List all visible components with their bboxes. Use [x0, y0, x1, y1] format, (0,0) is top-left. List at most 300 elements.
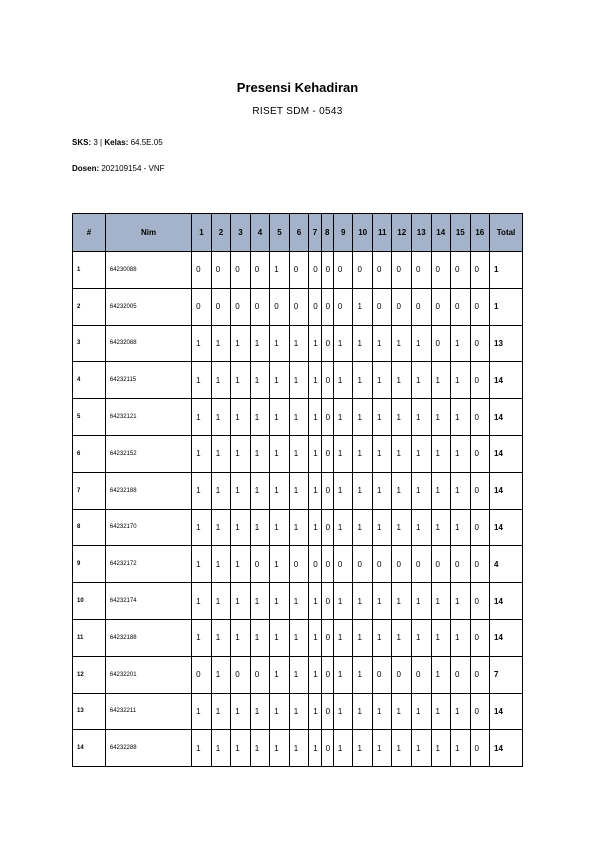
attendance-cell: 0	[431, 252, 451, 289]
row-number: 7	[73, 472, 106, 509]
attendance-cell: 0	[470, 435, 490, 472]
attendance-cell: 1	[309, 583, 321, 620]
attendance-cell: 0	[372, 252, 392, 289]
attendance-cell: 1	[211, 730, 231, 767]
attendance-cell: 1	[192, 399, 212, 436]
attendance-cell: 1	[431, 509, 451, 546]
table-row	[73, 435, 523, 472]
attendance-cell: 0	[451, 656, 471, 693]
attendance-cell: 1	[372, 619, 392, 656]
attendance-cell: 1	[211, 583, 231, 620]
attendance-cell: 1	[353, 288, 373, 325]
row-number: 11	[73, 619, 106, 656]
attendance-total: 13	[490, 325, 523, 362]
row-number: 2	[73, 288, 106, 325]
row-number: 6	[73, 435, 106, 472]
student-nim: 64232188	[105, 472, 191, 509]
attendance-cell: 1	[270, 619, 290, 656]
attendance-cell: 0	[321, 546, 333, 583]
header-row	[73, 214, 523, 252]
attendance-cell: 1	[451, 509, 471, 546]
attendance-cell: 0	[431, 546, 451, 583]
row-number: 9	[73, 546, 106, 583]
attendance-cell: 0	[250, 546, 270, 583]
sks-value: 3	[93, 138, 98, 147]
attendance-cell: 1	[231, 693, 251, 730]
attendance-total: 14	[490, 435, 523, 472]
sks-label: SKS:	[72, 138, 92, 147]
attendance-cell: 1	[250, 583, 270, 620]
col-header-meeting: 9	[333, 214, 353, 252]
attendance-cell: 1	[392, 362, 412, 399]
attendance-cell: 0	[321, 509, 333, 546]
table-row	[73, 399, 523, 436]
attendance-table-body	[73, 252, 523, 767]
attendance-cell: 0	[451, 546, 471, 583]
col-header-meeting: 3	[231, 214, 251, 252]
attendance-cell: 0	[411, 288, 431, 325]
attendance-cell: 0	[333, 546, 353, 583]
attendance-cell: 0	[470, 693, 490, 730]
row-number: 4	[73, 362, 106, 399]
attendance-cell: 1	[211, 656, 231, 693]
attendance-cell: 1	[289, 656, 309, 693]
attendance-cell: 0	[321, 252, 333, 289]
attendance-cell: 1	[451, 619, 471, 656]
student-nim: 64232088	[105, 325, 191, 362]
attendance-cell: 1	[289, 619, 309, 656]
attendance-cell: 0	[192, 656, 212, 693]
kelas-label: Kelas:	[104, 138, 129, 147]
attendance-cell: 1	[333, 399, 353, 436]
attendance-cell: 1	[211, 509, 231, 546]
attendance-cell: 1	[250, 730, 270, 767]
attendance-cell: 1	[192, 619, 212, 656]
attendance-cell: 1	[231, 325, 251, 362]
attendance-cell: 1	[289, 399, 309, 436]
row-number: 5	[73, 399, 106, 436]
attendance-cell: 1	[309, 399, 321, 436]
attendance-cell: 1	[250, 362, 270, 399]
table-row	[73, 288, 523, 325]
attendance-cell: 1	[289, 693, 309, 730]
attendance-cell: 1	[192, 509, 212, 546]
attendance-cell: 0	[289, 252, 309, 289]
attendance-cell: 1	[270, 656, 290, 693]
col-header-meeting: 1	[192, 214, 212, 252]
attendance-cell: 1	[289, 472, 309, 509]
attendance-cell: 1	[270, 472, 290, 509]
attendance-cell: 1	[372, 730, 392, 767]
attendance-cell: 1	[270, 435, 290, 472]
attendance-cell: 0	[211, 252, 231, 289]
attendance-cell: 1	[309, 325, 321, 362]
attendance-cell: 1	[451, 583, 471, 620]
attendance-cell: 1	[451, 472, 471, 509]
attendance-total: 14	[490, 509, 523, 546]
attendance-cell: 1	[250, 693, 270, 730]
attendance-cell: 1	[333, 325, 353, 362]
attendance-cell: 1	[309, 619, 321, 656]
attendance-cell: 1	[309, 656, 321, 693]
attendance-cell: 1	[309, 509, 321, 546]
attendance-cell: 0	[250, 288, 270, 325]
col-header-meeting: 8	[321, 214, 333, 252]
attendance-cell: 0	[470, 362, 490, 399]
row-number: 12	[73, 656, 106, 693]
attendance-cell: 0	[309, 288, 321, 325]
attendance-cell: 1	[192, 693, 212, 730]
col-header-meeting: 15	[451, 214, 471, 252]
attendance-cell: 1	[289, 730, 309, 767]
attendance-cell: 0	[392, 546, 412, 583]
kelas-value: 64.5E.05	[130, 138, 163, 147]
attendance-cell: 1	[270, 693, 290, 730]
attendance-cell: 1	[333, 509, 353, 546]
attendance-cell: 1	[411, 583, 431, 620]
attendance-cell: 0	[192, 252, 212, 289]
student-nim: 64232152	[105, 435, 191, 472]
table-row	[73, 583, 523, 620]
col-header-meeting: 13	[411, 214, 431, 252]
attendance-cell: 1	[372, 399, 392, 436]
attendance-cell: 1	[411, 693, 431, 730]
attendance-cell: 1	[372, 472, 392, 509]
attendance-cell: 1	[392, 619, 412, 656]
student-nim: 64232005	[105, 288, 191, 325]
attendance-total: 4	[490, 546, 523, 583]
attendance-cell: 1	[250, 509, 270, 546]
attendance-cell: 1	[289, 583, 309, 620]
attendance-cell: 1	[431, 362, 451, 399]
table-row	[73, 619, 523, 656]
attendance-cell: 1	[192, 472, 212, 509]
attendance-cell: 1	[372, 362, 392, 399]
table-row	[73, 546, 523, 583]
attendance-cell: 1	[250, 619, 270, 656]
table-row	[73, 693, 523, 730]
col-header-meeting: 16	[470, 214, 490, 252]
col-header-meeting: 10	[353, 214, 373, 252]
attendance-cell: 1	[309, 730, 321, 767]
attendance-total: 1	[490, 252, 523, 289]
attendance-cell: 1	[411, 472, 431, 509]
attendance-cell: 1	[392, 435, 412, 472]
attendance-cell: 1	[411, 362, 431, 399]
attendance-cell: 1	[431, 399, 451, 436]
attendance-cell: 1	[250, 435, 270, 472]
attendance-cell: 0	[411, 252, 431, 289]
table-row	[73, 730, 523, 767]
attendance-cell: 0	[411, 656, 431, 693]
attendance-cell: 1	[451, 435, 471, 472]
attendance-cell: 1	[392, 583, 412, 620]
attendance-cell: 0	[231, 288, 251, 325]
attendance-cell: 1	[333, 693, 353, 730]
row-number: 13	[73, 693, 106, 730]
col-header-meeting: 6	[289, 214, 309, 252]
attendance-table-header	[73, 214, 523, 252]
attendance-cell: 1	[192, 583, 212, 620]
student-nim: 64232115	[105, 362, 191, 399]
attendance-cell: 1	[289, 325, 309, 362]
attendance-cell: 0	[321, 325, 333, 362]
attendance-cell: 1	[270, 509, 290, 546]
attendance-cell: 1	[392, 730, 412, 767]
attendance-cell: 1	[353, 656, 373, 693]
attendance-cell: 0	[392, 288, 412, 325]
attendance-cell: 1	[289, 362, 309, 399]
col-header-meeting: 5	[270, 214, 290, 252]
attendance-cell: 0	[192, 288, 212, 325]
row-number: 10	[73, 583, 106, 620]
attendance-cell: 0	[321, 730, 333, 767]
attendance-cell: 0	[470, 252, 490, 289]
attendance-cell: 1	[211, 399, 231, 436]
attendance-cell: 1	[250, 325, 270, 362]
attendance-cell: 1	[353, 730, 373, 767]
attendance-cell: 1	[392, 472, 412, 509]
attendance-table	[72, 213, 523, 767]
attendance-cell: 0	[372, 546, 392, 583]
attendance-cell: 1	[289, 509, 309, 546]
student-nim: 64232288	[105, 730, 191, 767]
attendance-cell: 0	[392, 252, 412, 289]
attendance-cell: 1	[372, 693, 392, 730]
attendance-cell: 1	[431, 730, 451, 767]
attendance-cell: 1	[353, 325, 373, 362]
attendance-cell: 1	[372, 509, 392, 546]
attendance-cell: 1	[353, 472, 373, 509]
meta-separator: |	[100, 138, 103, 147]
row-number: 8	[73, 509, 106, 546]
table-row	[73, 325, 523, 362]
attendance-cell: 1	[392, 325, 412, 362]
attendance-cell: 0	[470, 288, 490, 325]
attendance-cell: 1	[372, 435, 392, 472]
col-header-meeting: 11	[372, 214, 392, 252]
attendance-cell: 0	[321, 472, 333, 509]
attendance-cell: 1	[411, 435, 431, 472]
student-nim: 64232172	[105, 546, 191, 583]
attendance-cell: 0	[321, 362, 333, 399]
student-nim: 64232121	[105, 399, 191, 436]
attendance-total: 7	[490, 656, 523, 693]
col-header-meeting: 4	[250, 214, 270, 252]
attendance-cell: 1	[309, 472, 321, 509]
dosen-value: 202109154 - VNF	[101, 164, 165, 173]
attendance-total: 14	[490, 619, 523, 656]
attendance-cell: 1	[231, 435, 251, 472]
attendance-cell: 1	[333, 362, 353, 399]
attendance-cell: 0	[470, 583, 490, 620]
attendance-cell: 0	[470, 399, 490, 436]
attendance-cell: 1	[451, 730, 471, 767]
attendance-cell: 0	[231, 656, 251, 693]
attendance-cell: 1	[270, 325, 290, 362]
attendance-cell: 1	[231, 399, 251, 436]
attendance-cell: 1	[353, 399, 373, 436]
attendance-cell: 1	[270, 399, 290, 436]
student-nim: 64230088	[105, 252, 191, 289]
attendance-cell: 1	[392, 509, 412, 546]
attendance-cell: 0	[470, 619, 490, 656]
attendance-cell: 1	[231, 472, 251, 509]
attendance-cell: 1	[231, 362, 251, 399]
attendance-cell: 0	[353, 252, 373, 289]
student-nim: 64232174	[105, 583, 191, 620]
attendance-cell: 0	[321, 583, 333, 620]
attendance-cell: 1	[353, 619, 373, 656]
attendance-cell: 1	[431, 583, 451, 620]
attendance-cell: 0	[353, 546, 373, 583]
row-number: 14	[73, 730, 106, 767]
attendance-cell: 1	[231, 619, 251, 656]
col-header-total: Total	[490, 214, 523, 252]
attendance-cell: 0	[321, 435, 333, 472]
table-row	[73, 472, 523, 509]
attendance-cell: 1	[451, 399, 471, 436]
col-header-meeting: 7	[309, 214, 321, 252]
attendance-cell: 1	[309, 362, 321, 399]
attendance-cell: 1	[353, 583, 373, 620]
attendance-cell: 0	[231, 252, 251, 289]
attendance-cell: 1	[211, 546, 231, 583]
attendance-cell: 1	[451, 693, 471, 730]
attendance-total: 14	[490, 472, 523, 509]
col-header-meeting: 2	[211, 214, 231, 252]
attendance-cell: 1	[451, 325, 471, 362]
student-nim: 64232170	[105, 509, 191, 546]
attendance-cell: 1	[231, 509, 251, 546]
attendance-cell: 1	[372, 325, 392, 362]
attendance-cell: 0	[470, 546, 490, 583]
table-row	[73, 509, 523, 546]
attendance-cell: 0	[431, 325, 451, 362]
attendance-cell: 0	[250, 252, 270, 289]
attendance-cell: 1	[270, 730, 290, 767]
attendance-cell: 1	[411, 730, 431, 767]
attendance-cell: 1	[353, 693, 373, 730]
attendance-cell: 1	[309, 693, 321, 730]
attendance-cell: 1	[392, 693, 412, 730]
attendance-cell: 1	[192, 362, 212, 399]
attendance-cell: 1	[333, 435, 353, 472]
attendance-cell: 0	[333, 288, 353, 325]
attendance-cell: 1	[211, 693, 231, 730]
col-header-meeting: 12	[392, 214, 412, 252]
attendance-cell: 1	[411, 619, 431, 656]
attendance-cell: 1	[250, 472, 270, 509]
attendance-total: 14	[490, 362, 523, 399]
attendance-cell: 1	[270, 546, 290, 583]
attendance-cell: 0	[470, 325, 490, 362]
attendance-cell: 1	[411, 509, 431, 546]
lecturer-info-line	[72, 164, 165, 173]
attendance-cell: 0	[470, 656, 490, 693]
attendance-total: 1	[490, 288, 523, 325]
attendance-cell: 0	[411, 546, 431, 583]
table-row	[73, 362, 523, 399]
attendance-cell: 0	[211, 288, 231, 325]
attendance-cell: 1	[333, 619, 353, 656]
attendance-cell: 1	[353, 509, 373, 546]
attendance-cell: 1	[211, 325, 231, 362]
attendance-cell: 1	[270, 583, 290, 620]
attendance-cell: 1	[192, 730, 212, 767]
col-header-meeting: 14	[431, 214, 451, 252]
attendance-cell: 1	[333, 583, 353, 620]
attendance-cell: 1	[431, 693, 451, 730]
attendance-cell: 0	[289, 288, 309, 325]
attendance-cell: 0	[392, 656, 412, 693]
attendance-cell: 1	[270, 362, 290, 399]
attendance-cell: 1	[353, 435, 373, 472]
attendance-cell: 1	[231, 583, 251, 620]
attendance-cell: 1	[333, 472, 353, 509]
attendance-cell: 1	[431, 472, 451, 509]
attendance-total: 14	[490, 399, 523, 436]
attendance-cell: 1	[411, 325, 431, 362]
attendance-cell: 0	[431, 288, 451, 325]
attendance-cell: 1	[289, 435, 309, 472]
attendance-cell: 1	[333, 656, 353, 693]
student-nim: 64232201	[105, 656, 191, 693]
attendance-cell: 0	[321, 399, 333, 436]
attendance-cell: 1	[333, 730, 353, 767]
attendance-cell: 0	[372, 288, 392, 325]
course-subtitle: RISET SDM - 0543	[252, 106, 343, 117]
attendance-cell: 0	[470, 509, 490, 546]
attendance-cell: 0	[309, 546, 321, 583]
student-nim: 64232188	[105, 619, 191, 656]
attendance-cell: 1	[192, 546, 212, 583]
attendance-cell: 1	[231, 546, 251, 583]
page-title: Presensi Kehadiran	[236, 80, 359, 95]
attendance-cell: 0	[333, 252, 353, 289]
attendance-cell: 1	[211, 472, 231, 509]
attendance-cell: 1	[211, 435, 231, 472]
attendance-cell: 1	[250, 399, 270, 436]
attendance-cell: 1	[211, 362, 231, 399]
attendance-cell: 1	[211, 619, 231, 656]
attendance-cell: 1	[192, 325, 212, 362]
attendance-cell: 0	[321, 656, 333, 693]
attendance-cell: 1	[309, 435, 321, 472]
attendance-cell: 0	[470, 730, 490, 767]
attendance-total: 14	[490, 730, 523, 767]
attendance-cell: 1	[431, 435, 451, 472]
student-nim: 64232211	[105, 693, 191, 730]
attendance-total: 14	[490, 583, 523, 620]
attendance-cell: 1	[431, 656, 451, 693]
attendance-cell: 1	[411, 399, 431, 436]
col-header-nim: Nim	[105, 214, 191, 252]
attendance-cell: 0	[321, 693, 333, 730]
table-row	[73, 656, 523, 693]
attendance-cell: 1	[451, 362, 471, 399]
row-number: 3	[73, 325, 106, 362]
attendance-cell: 0	[470, 472, 490, 509]
attendance-cell: 1	[231, 730, 251, 767]
attendance-cell: 0	[270, 288, 290, 325]
col-header-number: #	[73, 214, 106, 252]
attendance-cell: 1	[270, 252, 290, 289]
attendance-cell: 0	[289, 546, 309, 583]
row-number: 1	[73, 252, 106, 289]
attendance-cell: 0	[309, 252, 321, 289]
attendance-cell: 1	[192, 435, 212, 472]
